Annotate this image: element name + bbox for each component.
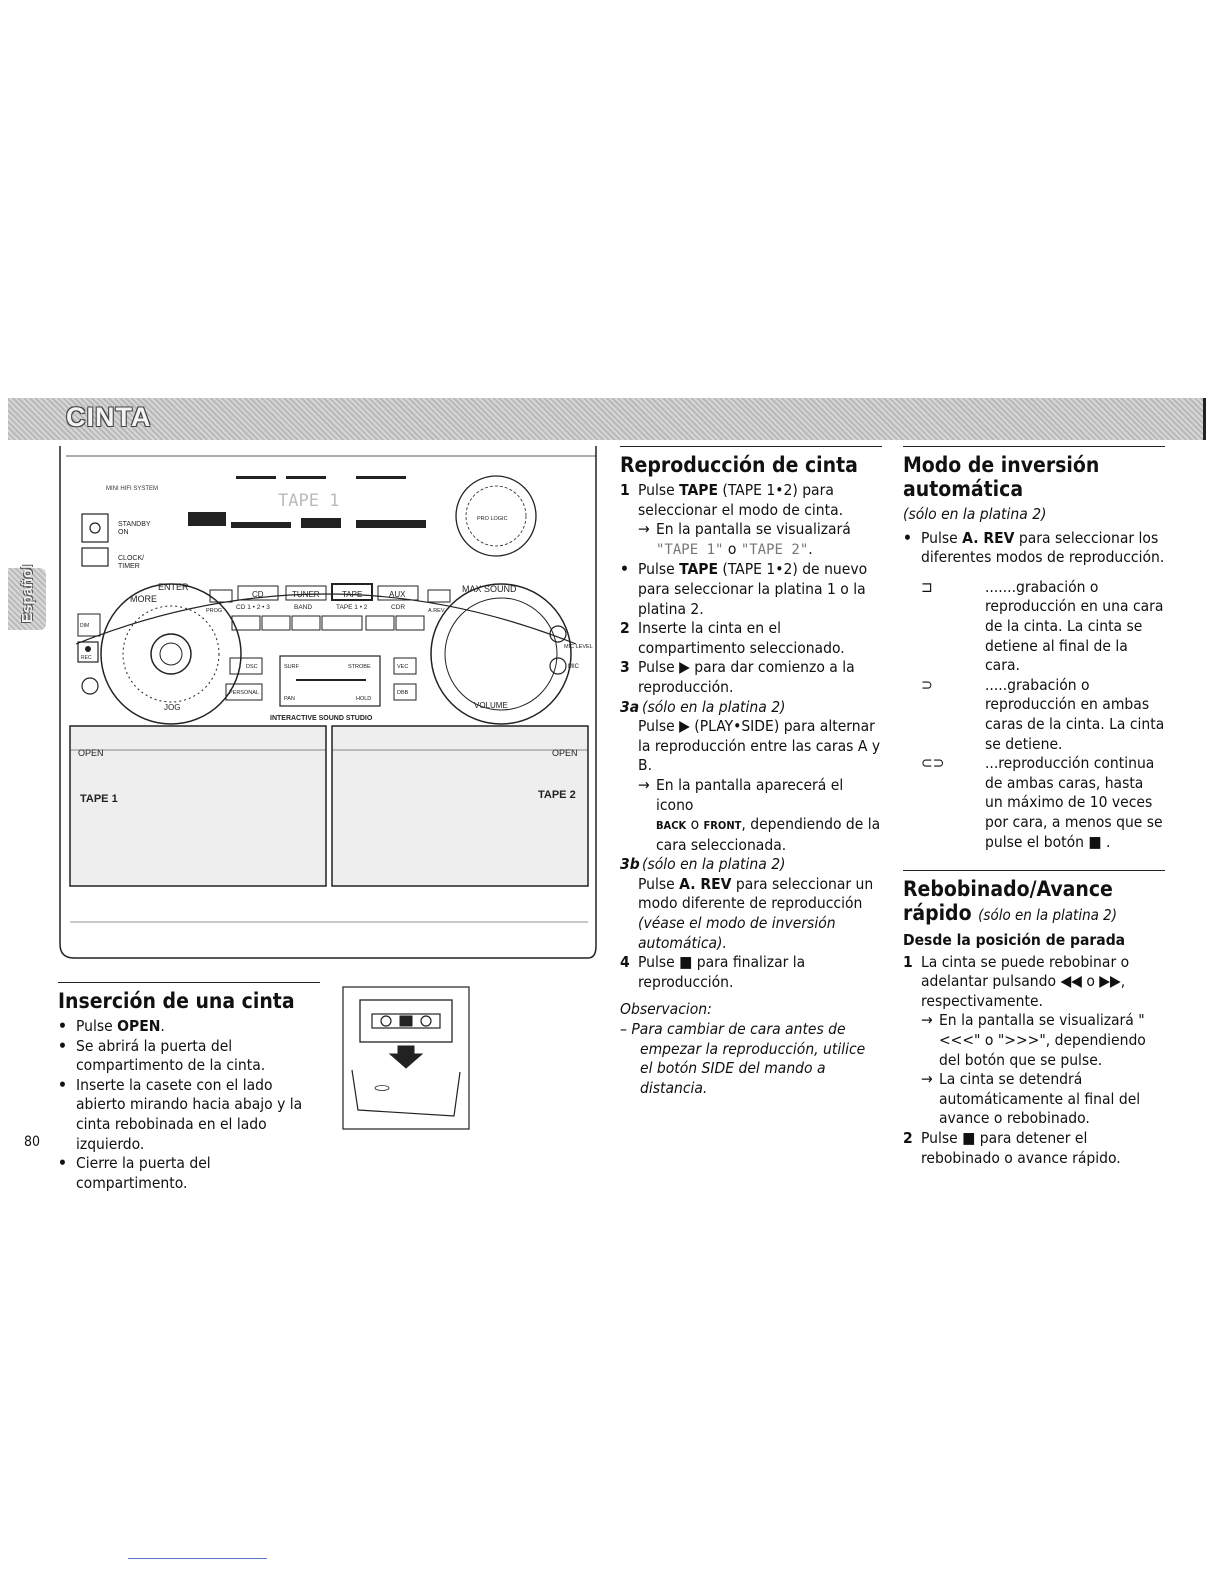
step-text: (TAPE 1•2) de nuevo para seleccionar la platina 1 o la platina 2. (638, 560, 868, 618)
mode-text: .....grabación o reproducción en ambas caras de la cinta. La cinta se detiene. (985, 675, 1165, 753)
item-text: Cierre la puerta del compartimento. (76, 1154, 211, 1192)
result-text: . (808, 539, 813, 558)
result-text: La cinta se detendrá automáticamente al final del avance o rebobinado. (939, 1070, 1141, 1128)
reproduccion-section (620, 446, 882, 1098)
mode-both-sides (921, 676, 1165, 754)
item-text: Inserte la casete con el lado abierto mirando hacia abajo y la cinta rebobinada en el lado izquierdo. (76, 1075, 303, 1153)
bullet-marker: • (903, 528, 912, 547)
step-3b (620, 855, 882, 875)
item-text: Se abrirá la puerta del compartimento de la cinta. (76, 1036, 266, 1075)
result-text: , dependiendo de la cara seleccionada. (656, 815, 881, 854)
item-text: Pulse (921, 528, 963, 547)
mode-one-side (921, 578, 1165, 676)
mode-text: ...reproducción continua de ambas caras, hasta un máximo de 10 veces por cara, a menos que se pulse el botón ■ . (985, 754, 1163, 851)
timer-label: TIMER (118, 563, 140, 570)
item-text: Pulse (76, 1017, 118, 1035)
insert-arrow-icon (390, 1046, 422, 1068)
power-icon (90, 523, 100, 533)
arev-label: A.REV (428, 608, 445, 614)
step-1 (620, 481, 882, 520)
result-text: En la pantalla se visualizará (656, 520, 851, 539)
tape-selector-label: TAPE 1 • 2 (336, 604, 368, 611)
insercion-item (58, 1076, 320, 1154)
observation-title: Observacion: (620, 1000, 712, 1019)
step-number: 2 (620, 619, 630, 638)
insercion-item (58, 1037, 320, 1076)
more-label: MORE (130, 594, 157, 604)
tape1-label: TAPE 1 (80, 793, 118, 805)
step-text: Pulse (638, 560, 680, 579)
pan-label: PAN (284, 696, 295, 702)
bullet-marker: • (58, 1154, 67, 1173)
page-number: 80 (24, 1134, 41, 1150)
cdr-label: CDR (391, 604, 406, 611)
band-label: BAND (294, 604, 313, 611)
jog-label: JOG (164, 703, 181, 712)
dim-label: DIM (80, 623, 90, 629)
step-text: (TAPE 1•2) para seleccionar el modo de cinta. (638, 481, 844, 519)
step-number: 4 (620, 953, 630, 972)
inversion-title: Modo de inversión automática (903, 453, 1100, 501)
lcd-text: "TAPE 2" (740, 541, 809, 558)
step-text: Pulse ▶ para dar comienzo a la reproducción. (638, 658, 855, 696)
one-side-icon: ⊐ (921, 577, 933, 596)
insercion-item (58, 1154, 320, 1193)
insercion-title: Inserción de una cinta (58, 989, 295, 1013)
item-text: . (160, 1017, 165, 1035)
mode-continuous (921, 754, 1165, 852)
step-number: 2 (903, 1129, 913, 1148)
tape-label: TAPE (342, 590, 363, 599)
rebobinado-title-note: (sólo en la platina 2) (978, 906, 1118, 925)
rebobinado-result-1 (903, 1011, 1165, 1070)
cd-label: CD (252, 590, 264, 599)
insercion-item (58, 1017, 320, 1037)
surf-label: SURF (284, 664, 299, 670)
standby-label: STANDBY (118, 521, 151, 528)
on-label: ON (118, 529, 129, 536)
step-number: 1 (620, 481, 630, 499)
mic-level-label: MIC LEVEL (564, 644, 593, 650)
studio-label: INTERACTIVE SOUND STUDIO (270, 715, 373, 722)
personal-label: PERSONAL (229, 690, 259, 696)
front-icon-label: FRONT (703, 819, 742, 833)
lcd-text: "TAPE 1" (656, 541, 724, 558)
step-text: para seleccionar un modo diferente de reproducción (638, 874, 874, 913)
step-number: 3 (620, 658, 630, 677)
cassette-reel-icon (381, 1016, 391, 1026)
aux-label: AUX (389, 590, 406, 599)
arev-key: A. REV (679, 874, 732, 893)
bullet-marker: • (58, 1017, 67, 1035)
step-text: Inserte la cinta en el compartimento seleccionado. (638, 619, 845, 657)
language-tab (8, 564, 46, 630)
inversion-subtitle: (sólo en la platina 2) (903, 505, 1047, 523)
display-readout: TAPE 1 (278, 491, 340, 511)
step-1-result (620, 520, 882, 560)
section-banner (8, 398, 1206, 440)
arrow-icon: → (921, 1011, 933, 1030)
mic-label: MIC (568, 664, 579, 670)
inversion-section (903, 446, 1165, 1168)
step-3a (620, 698, 882, 718)
rebobinado-title (903, 877, 1165, 927)
enter-label: ENTER (158, 582, 189, 592)
result-text: En la pantalla aparecerá el icono (656, 775, 844, 814)
step-text: Pulse (638, 874, 680, 893)
result-text: o (723, 539, 741, 558)
tape-key: TAPE (679, 481, 718, 499)
hold-label: HOLD (356, 696, 372, 702)
rebobinado-step-1 (903, 953, 1165, 1012)
open-right-label: OPEN (552, 748, 578, 758)
step-3a-result (620, 776, 882, 855)
insercion-section (58, 982, 320, 1193)
step-2 (620, 619, 882, 658)
step-number: 1 (903, 952, 913, 971)
step-text: Pulse ■ para finalizar la reproducción. (638, 953, 806, 991)
brand-label: MINI HIFI SYSTEM (106, 486, 159, 492)
tuner-label: TUNER (292, 590, 320, 599)
step-4 (620, 953, 882, 992)
dbb-label: DBB (397, 690, 409, 696)
tape2-label: TAPE 2 (538, 789, 576, 801)
rebobinado-title-text: Rebobinado/Avance rápido (903, 877, 1113, 926)
tape-key: TAPE (679, 560, 718, 579)
open-left-label: OPEN (78, 748, 104, 758)
result-text: o (686, 815, 704, 834)
bullet-marker: • (58, 1075, 67, 1094)
rec-label: REC (81, 655, 92, 661)
step-number: 3a (620, 697, 640, 716)
language-tab-label: Español (19, 564, 36, 623)
cassette-insertion-illustration (342, 986, 470, 1130)
cross-reference: (véase el modo de inversión automática). (638, 914, 836, 952)
open-key: OPEN (117, 1017, 161, 1035)
prog-label: PROG (206, 608, 223, 614)
dsc-label: DSC (246, 664, 258, 670)
inversion-instruction (903, 529, 1165, 568)
step-text: Pulse (638, 481, 680, 499)
arrow-icon: → (638, 775, 650, 794)
bullet-marker: • (58, 1036, 67, 1055)
section-title: CINTA (66, 402, 152, 432)
continuous-icon: ⊂⊃ (921, 754, 945, 773)
device-illustration (56, 444, 598, 962)
observation-text: – Para cambiar de cara antes de empezar la reproducción, utilice el botón SIDE del mando a distancia. (620, 1020, 866, 1097)
item-text: para seleccionar los diferentes modos de reproducción. (921, 528, 1165, 567)
rebobinado-result-2 (903, 1070, 1165, 1129)
footer-line (128, 1558, 267, 1559)
arev-key: A. REV (962, 528, 1015, 547)
strobe-label: STROBE (348, 664, 371, 670)
step-bullet (620, 560, 882, 619)
bullet-marker: • (620, 560, 629, 579)
both-sides-icon: ⊃ (921, 675, 933, 694)
vec-label: VEC (397, 664, 409, 670)
mode-text: .......grabación o reproducción en una cara de la cinta. La cinta se detiene al final de la cara. (985, 577, 1164, 675)
result-text: En la pantalla se visualizará "<<<" o ">>>", dependiendo del botón que se pulse. (939, 1011, 1146, 1069)
step-heading: (sólo en la platina 2) (642, 855, 786, 874)
step-3b-text (620, 875, 882, 953)
pro-logic-label: PRO LOGIC (477, 516, 508, 522)
step-number: 3b (620, 855, 640, 874)
rebobinado-subhead: Desde la posición de parada (903, 931, 1126, 950)
step-text: La cinta se puede rebobinar o adelantar pulsando ◀◀ o ▶▶, respectivamente. (921, 952, 1130, 1010)
reproduccion-title: Reproducción de cinta (620, 453, 858, 477)
step-text: Pulse ■ para detener el rebobinado o avance rápido. (921, 1129, 1121, 1167)
rebobinado-step-2 (903, 1129, 1165, 1168)
step-3 (620, 658, 882, 697)
arrow-icon: → (921, 1070, 933, 1089)
back-icon-label: BACK (656, 819, 687, 833)
volume-label: VOLUME (474, 701, 508, 710)
clock-label: CLOCK/ (118, 555, 145, 562)
cd-selector-label: CD 1 • 2 • 3 (236, 604, 270, 611)
max-sound-label: MAX SOUND (462, 584, 517, 594)
step-3a-text: Pulse ▶ (PLAY•SIDE) para alternar la reproducción entre las caras A y B. (638, 717, 881, 775)
arrow-icon: → (638, 520, 650, 539)
step-heading: (sólo en la platina 2) (642, 697, 786, 716)
